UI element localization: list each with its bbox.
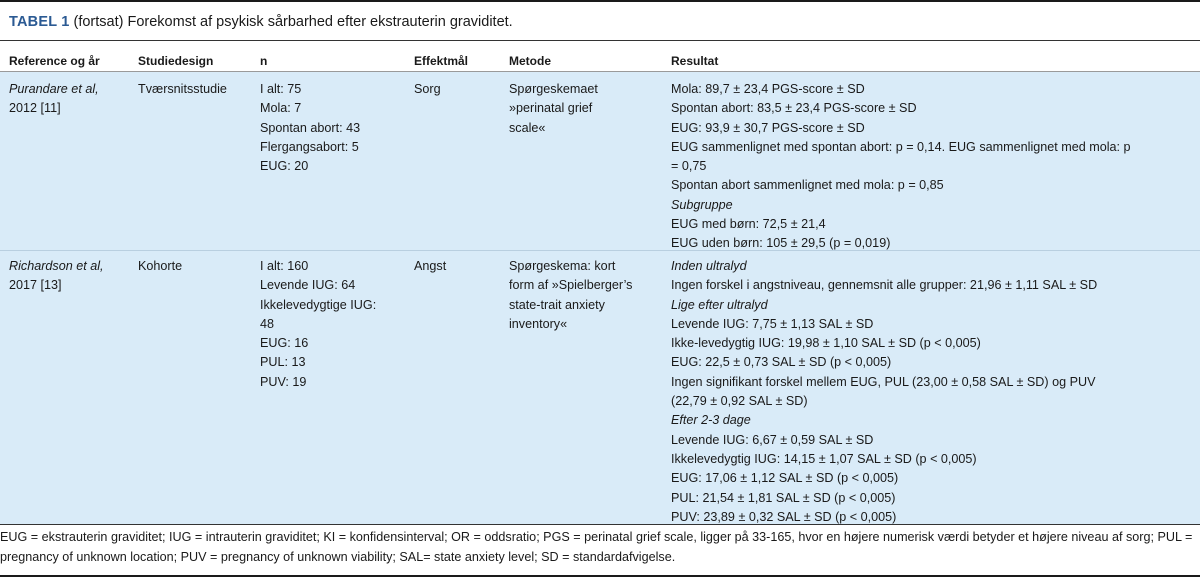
table-title-row — [0, 0, 1200, 40]
subheading: Subgruppe — [671, 197, 733, 212]
cell-line: form af »Spielberger’s — [509, 278, 633, 293]
header-reference: Reference og år — [9, 54, 100, 68]
subheading: Efter 2-3 dage — [671, 413, 751, 428]
header-n: n — [260, 54, 268, 68]
cell-line: EUG med børn: 72,5 ± 21,4 — [671, 217, 826, 232]
cell-line: Spontan abort: 83,5 ± 23,4 PGS-score ± SD — [671, 101, 917, 116]
cell-line: Mola: 7 — [260, 101, 302, 116]
cell-line: Purandare et al, — [9, 82, 99, 96]
cell-line: I alt: 75 — [260, 82, 302, 96]
cell-line: EUG uden børn: 105 ± 29,5 (p = 0,019) — [671, 236, 891, 251]
cell-line: EUG: 93,9 ± 30,7 PGS-score ± SD — [671, 120, 865, 135]
subheading: Inden ultralyd — [671, 259, 747, 273]
table-header-row — [0, 40, 1200, 72]
cell-line: EUG: 20 — [260, 159, 309, 174]
cell-line: EUG: 22,5 ± 0,73 SAL ± SD (p < 0,005) — [671, 355, 892, 370]
cell-line: Levende IUG: 64 — [260, 278, 356, 293]
cell-line: inventory« — [509, 316, 568, 331]
header-effect-measure: Effektmål — [414, 54, 469, 68]
cell-line: EUG: 17,06 ± 1,12 SAL ± SD (p < 0,005) — [671, 471, 899, 486]
header-study-design: Studiedesign — [138, 54, 214, 68]
cell-line: PUL: 21,54 ± 1,81 SAL ± SD (p < 0,005) — [671, 490, 896, 505]
cell-line: »perinatal grief — [509, 101, 593, 116]
cell-method — [509, 257, 632, 334]
cell-method — [509, 80, 598, 138]
cell-line: 48 — [260, 316, 275, 331]
cell-line: Ikkelevedygtige IUG: — [260, 297, 377, 312]
cell-line: Ikke-levedygtig IUG: 19,98 ± 1,10 SAL ± SD (p < 0,005) — [671, 336, 981, 351]
cell-line: Ingen forskel i angstniveau, gennemsnit alle grupper: 21,96 ± 1,11 SAL ± SD — [671, 278, 1098, 293]
table-title — [9, 14, 513, 30]
cell-result — [671, 80, 1131, 254]
cell-line: Flergangsabort: 5 — [260, 139, 359, 154]
cell-study-design — [138, 80, 227, 99]
cell-line: Spontan abort sammenlignet med mola: p = 0,85 — [671, 178, 944, 193]
table-number: TABEL 1 — [9, 14, 70, 30]
cell-line: state-trait anxiety — [509, 297, 605, 312]
cell-n — [260, 257, 376, 392]
cell-line: 2012 [11] — [9, 101, 61, 116]
cell-line: 2017 [13] — [9, 278, 62, 293]
cell-line: PUV: 19 — [260, 374, 307, 389]
cell-effect-measure — [414, 80, 441, 99]
cell-effect-measure — [414, 257, 446, 276]
cell-line: Spontan abort: 43 — [260, 120, 361, 135]
table-bottom-rule — [0, 575, 1200, 577]
cell-line: Mola: 89,7 ± 23,4 PGS-score ± SD — [671, 82, 865, 96]
table-caption: (fortsat) Forekomst af psykisk sårbarhed efter ekstrauterin graviditet. — [69, 14, 513, 30]
cell-study-design — [138, 257, 182, 276]
cell-reference — [9, 80, 99, 119]
cell-line: Levende IUG: 6,67 ± 0,59 SAL ± SD — [671, 432, 874, 447]
cell-line: Sorg — [414, 82, 441, 96]
table-footnote: EUG = ekstrauterin graviditet; IUG = intrauterin graviditet; KI = konfidensinterval; OR = oddsratio; PGS = perinatal grief scale, ligger på 33-165, hvor en højere numerisk værdi betyder et højere niveau af sorg; PUL = pregnancy of unknown location; PUV = pregnancy of unknown viability; SAL= state anxiety level; SD = standardafvigelse. — [0, 530, 1193, 564]
cell-line: scale« — [509, 120, 546, 135]
cell-line: EUG sammenlignet med spontan abort: p = 0,14. EUG sammenlignet med mola: p — [671, 139, 1131, 154]
cell-line: Richardson et al, — [9, 259, 104, 273]
header-result: Resultat — [671, 54, 719, 68]
header-method: Metode — [509, 54, 551, 68]
cell-line: Angst — [414, 259, 447, 273]
cell-line: Levende IUG: 7,75 ± 1,13 SAL ± SD — [671, 316, 874, 331]
cell-line: Tværsnitsstudie — [138, 82, 227, 96]
cell-line: I alt: 160 — [260, 259, 309, 273]
table-divider — [0, 524, 1200, 525]
cell-line: Kohorte — [138, 259, 183, 273]
cell-line: Ikkelevedygtig IUG: 14,15 ± 1,07 SAL ± SD (p < 0,005) — [671, 451, 977, 466]
cell-line: Spørgeskemaet — [509, 82, 598, 96]
cell-line: PUV: 23,89 ± 0,32 SAL ± SD (p < 0,005) — [671, 509, 897, 524]
cell-line: (22,79 ± 0,92 SAL ± SD) — [671, 394, 808, 409]
cell-reference — [9, 257, 104, 296]
subheading: Lige efter ultralyd — [671, 297, 768, 312]
cell-line: PUL: 13 — [260, 355, 306, 370]
cell-n — [260, 80, 360, 176]
cell-line: = 0,75 — [671, 159, 707, 174]
cell-result — [671, 257, 1097, 527]
cell-line: Ingen signifikant forskel mellem EUG, PUL (23,00 ± 0,58 SAL ± SD) og PUV — [671, 374, 1096, 389]
cell-line: Spørgeskema: kort — [509, 259, 616, 273]
cell-line: EUG: 16 — [260, 336, 309, 351]
